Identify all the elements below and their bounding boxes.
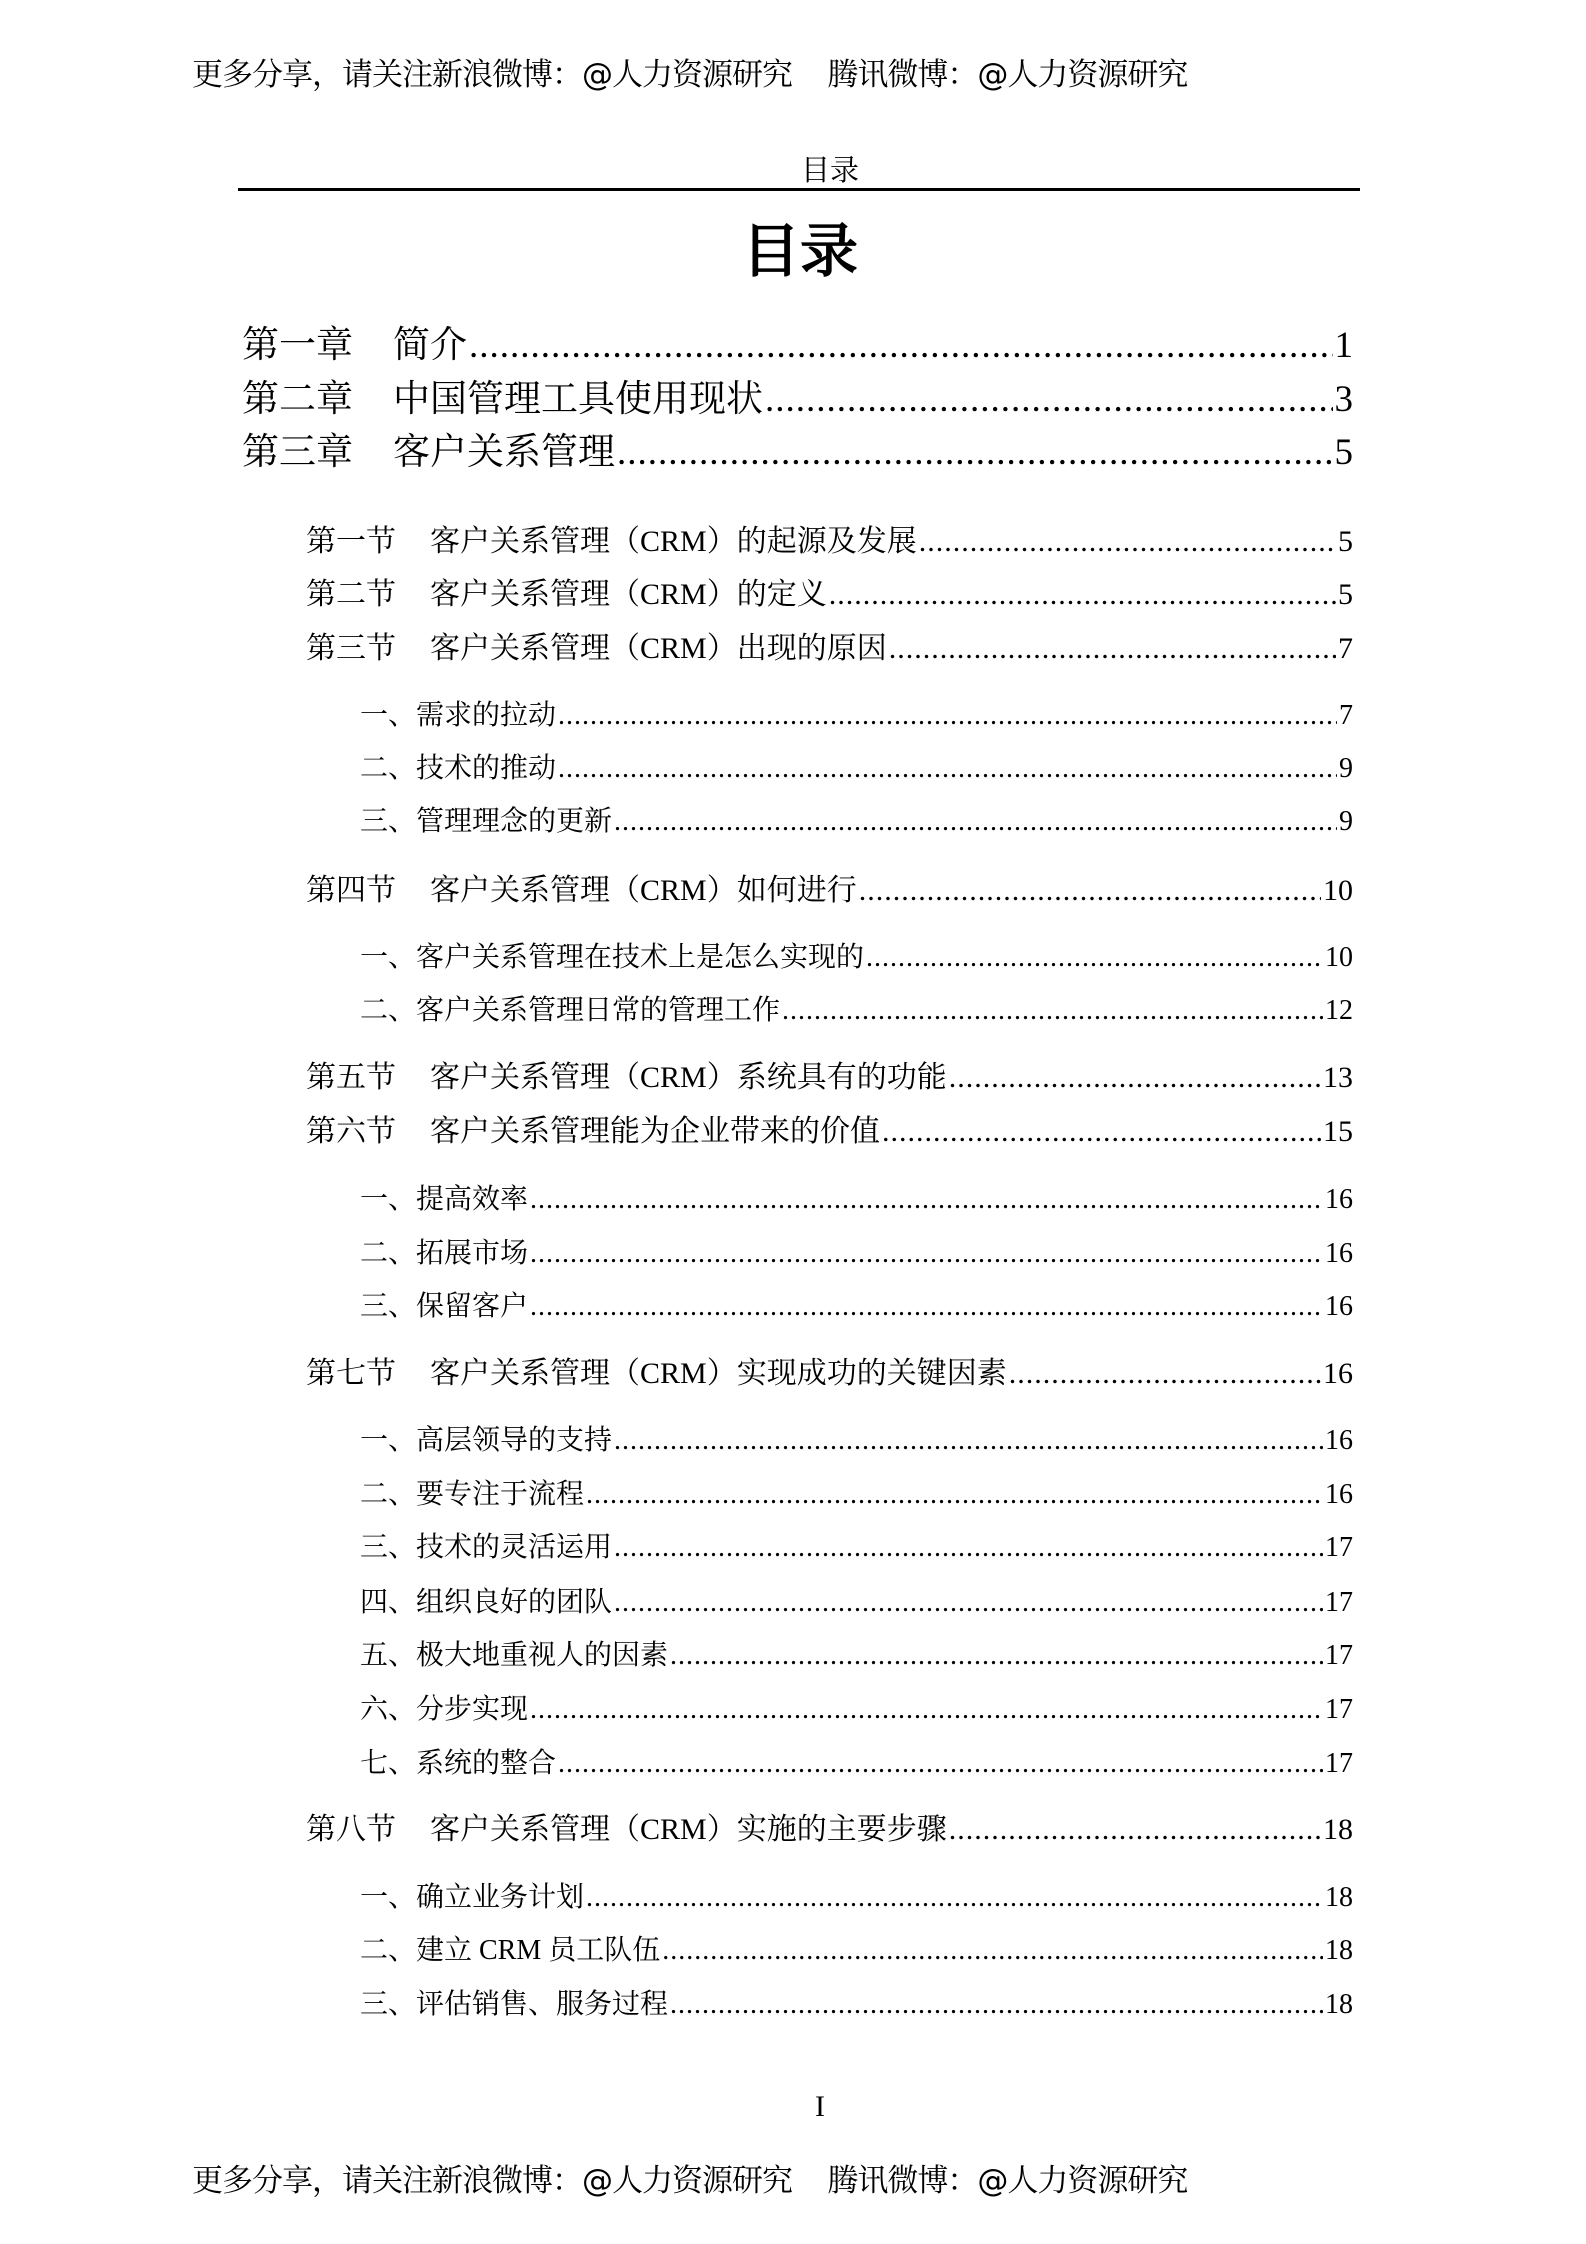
toc-entry-page: 13	[1323, 1061, 1353, 1094]
toc-entry-page: 17	[1325, 1694, 1353, 1725]
dot-leader	[670, 1642, 1323, 1670]
toc-entry-page: 10	[1323, 874, 1353, 907]
toc-entry[interactable]	[360, 1240, 1353, 1268]
dot-leader	[670, 1991, 1323, 2019]
dot-leader	[889, 634, 1336, 664]
dot-leader	[1009, 1359, 1321, 1389]
toc-entry[interactable]	[242, 327, 1353, 364]
toc-entry[interactable]	[242, 381, 1353, 418]
dot-leader	[859, 876, 1321, 906]
toc-entry-page: 17	[1325, 1532, 1353, 1563]
toc-entry[interactable]	[360, 1589, 1353, 1617]
toc-entry-page: 1	[1334, 325, 1353, 366]
toc-entry[interactable]	[360, 1750, 1353, 1778]
toc-entry-title: 客户关系管理（CRM）的定义	[430, 578, 827, 611]
toc-entry-page: 9	[1339, 753, 1353, 784]
dot-leader	[586, 1481, 1323, 1509]
dot-leader	[662, 1937, 1323, 1965]
toc-entry[interactable]	[306, 876, 1353, 906]
toc-entry-title: 七、系统的整合	[360, 1748, 557, 1779]
toc-entry[interactable]	[360, 997, 1353, 1025]
toc-entry-title: 一、提高效率	[360, 1184, 529, 1215]
toc-entry-page: 16	[1325, 1291, 1353, 1322]
toc-entry[interactable]	[360, 1481, 1353, 1509]
toc-entry[interactable]	[360, 755, 1353, 783]
toc-entry-title: 一、高层领导的支持	[360, 1425, 613, 1456]
toc-entry-title: 一、需求的拉动	[360, 700, 557, 731]
dot-leader	[614, 1589, 1323, 1617]
toc-entry-number: 第六节	[306, 1115, 396, 1148]
toc-entry-number: 第一节	[306, 525, 396, 558]
toc-entry-page: 17	[1325, 1748, 1353, 1779]
dot-leader	[614, 808, 1337, 836]
toc-entry-page: 5	[1338, 525, 1353, 558]
toc-entry-title: 客户关系管理（CRM）系统具有的功能	[430, 1061, 947, 1094]
toc-entry[interactable]	[360, 1427, 1353, 1455]
dot-leader	[829, 580, 1336, 610]
toc-entry-page: 18	[1325, 1935, 1353, 1966]
toc-entry-page: 16	[1325, 1184, 1353, 1215]
dot-leader	[882, 1117, 1321, 1147]
toc-entry-title: 客户关系管理（CRM）实现成功的关键因素	[430, 1357, 1007, 1390]
toc-entry-title: 三、技术的灵活运用	[360, 1532, 613, 1563]
toc-entry-title: 客户关系管理（CRM）出现的原因	[430, 632, 887, 665]
toc-entry[interactable]	[306, 1117, 1353, 1147]
toc-entry-page: 7	[1338, 632, 1353, 665]
toc-entry[interactable]	[360, 1293, 1353, 1321]
dot-leader	[530, 1240, 1323, 1268]
dot-leader	[469, 327, 1333, 364]
toc-entry-title: 客户关系管理（CRM）如何进行	[430, 874, 857, 907]
dot-leader	[586, 1884, 1323, 1912]
toc-entry-title: 三、评估销售、服务过程	[360, 1989, 669, 2020]
toc-entry-title: 二、建立 CRM 员工队伍	[360, 1935, 661, 1966]
toc-entry[interactable]	[242, 434, 1353, 471]
toc-entry[interactable]	[360, 944, 1353, 972]
toc-entry[interactable]	[360, 1696, 1353, 1724]
toc-entry-page: 15	[1323, 1115, 1353, 1148]
toc-entry-page: 10	[1325, 942, 1353, 973]
toc-entry-page: 12	[1325, 995, 1353, 1026]
toc-entry-title: 一、客户关系管理在技术上是怎么实现的	[360, 942, 865, 973]
toc-entry-number: 第三节	[306, 632, 396, 665]
promo-banner-bottom: 更多分享，请关注新浪微博：@人力资源研究 腾讯微博：@人力资源研究	[192, 2163, 1188, 2199]
toc-entry-title: 三、保留客户	[360, 1291, 529, 1322]
toc-entry-number: 第五节	[306, 1061, 396, 1094]
dot-leader	[614, 1534, 1323, 1562]
dot-leader	[782, 997, 1323, 1025]
dot-leader	[765, 381, 1333, 418]
toc-entry-title: 二、客户关系管理日常的管理工作	[360, 995, 781, 1026]
toc-entry-number: 第三章	[242, 432, 353, 473]
toc-entry-title: 客户关系管理能为企业带来的价值	[430, 1115, 880, 1148]
dot-leader	[558, 755, 1337, 783]
toc-entry-number: 第一章	[242, 325, 353, 366]
toc-entry[interactable]	[360, 1642, 1353, 1670]
running-header: 目录	[800, 155, 859, 187]
toc-entry-title: 三、管理理念的更新	[360, 806, 613, 837]
dot-leader	[866, 944, 1323, 972]
toc-entry[interactable]	[360, 1937, 1353, 1965]
toc-entry[interactable]	[306, 580, 1353, 610]
toc-entry[interactable]	[360, 1534, 1353, 1562]
toc-entry-page: 17	[1325, 1640, 1353, 1671]
toc-entry-page: 3	[1334, 379, 1353, 420]
toc-entry[interactable]	[360, 1991, 1353, 2019]
toc-entry-page: 18	[1325, 1882, 1353, 1913]
dot-leader	[558, 1750, 1323, 1778]
toc-entry[interactable]	[360, 808, 1353, 836]
toc-entry-number: 第七节	[306, 1357, 396, 1390]
toc-entry-title: 简介	[393, 325, 467, 366]
page-title: 目录	[741, 217, 858, 285]
dot-leader	[530, 1186, 1323, 1214]
toc-entry-page: 16	[1325, 1238, 1353, 1269]
toc-entry-title: 客户关系管理（CRM）实施的主要步骤	[430, 1813, 947, 1846]
toc-entry[interactable]	[306, 527, 1353, 557]
toc-entry-title: 客户关系管理	[393, 432, 615, 473]
toc-entry-page: 9	[1339, 806, 1353, 837]
toc-entry-title: 二、拓展市场	[360, 1238, 529, 1269]
dot-leader	[949, 1815, 1321, 1845]
toc-entry-page: 5	[1338, 578, 1353, 611]
toc-entry-number: 第二节	[306, 578, 396, 611]
toc-entry-page: 16	[1323, 1357, 1353, 1390]
toc-entry[interactable]	[306, 1063, 1353, 1093]
toc-entry[interactable]	[360, 1186, 1353, 1214]
toc-entry-page: 7	[1339, 700, 1353, 731]
toc-entry[interactable]	[360, 1884, 1353, 1912]
toc-entry-title: 一、确立业务计划	[360, 1882, 585, 1913]
toc-entry-page: 5	[1334, 432, 1353, 473]
toc-entry-page: 17	[1325, 1587, 1353, 1618]
toc-entry[interactable]	[306, 1359, 1353, 1389]
dot-leader	[558, 702, 1337, 730]
toc-entry-title: 客户关系管理（CRM）的起源及发展	[430, 525, 917, 558]
toc-entry-page: 16	[1325, 1425, 1353, 1456]
toc-entry-title: 四、组织良好的团队	[360, 1587, 613, 1618]
toc-entry-page: 18	[1325, 1989, 1353, 2020]
page-number: I	[815, 2090, 825, 2123]
dot-leader	[919, 527, 1336, 557]
toc-entry-page: 18	[1323, 1813, 1353, 1846]
toc-entry[interactable]	[306, 1815, 1353, 1845]
toc-entry-number: 第四节	[306, 874, 396, 907]
toc-entry[interactable]	[360, 702, 1353, 730]
dot-leader	[614, 1427, 1323, 1455]
dot-leader	[617, 434, 1333, 471]
toc-entry-title: 中国管理工具使用现状	[393, 379, 763, 420]
dot-leader	[530, 1293, 1323, 1321]
dot-leader	[949, 1063, 1321, 1093]
toc-entry-title: 二、技术的推动	[360, 753, 557, 784]
toc-entry[interactable]	[306, 634, 1353, 664]
promo-banner-top: 更多分享，请关注新浪微博：@人力资源研究 腾讯微博：@人力资源研究	[192, 57, 1188, 93]
toc-entry-page: 16	[1325, 1479, 1353, 1510]
toc-entry-title: 二、要专注于流程	[360, 1479, 585, 1510]
toc-entry-title: 五、极大地重视人的因素	[360, 1640, 669, 1671]
toc-entry-number: 第八节	[306, 1813, 396, 1846]
toc-entry-title: 六、分步实现	[360, 1694, 529, 1725]
toc-entry-number: 第二章	[242, 379, 353, 420]
dot-leader	[530, 1696, 1323, 1724]
header-rule	[238, 188, 1360, 191]
